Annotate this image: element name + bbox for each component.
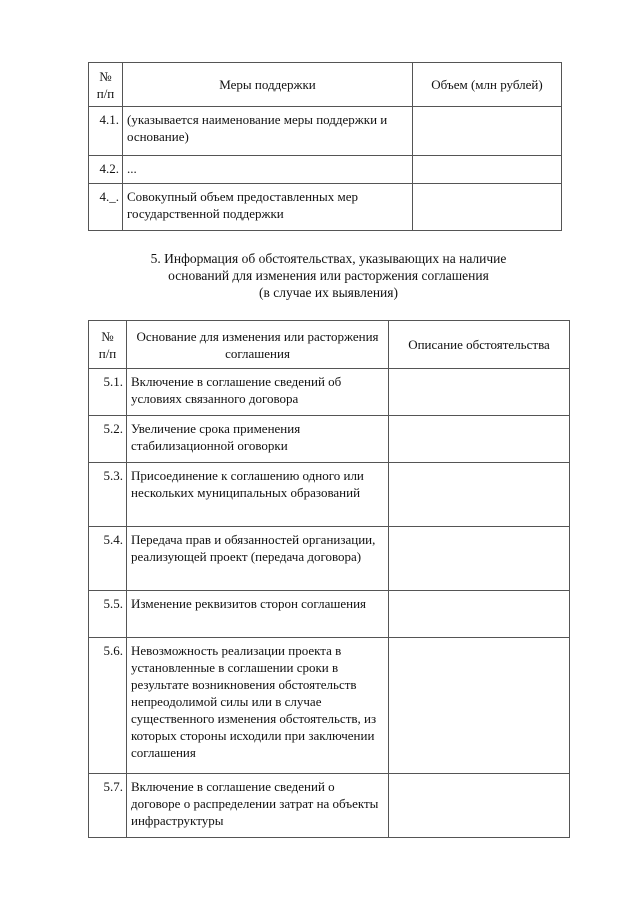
heading-line: 5. Информация об обстоятельствах, указывающих на наличие	[150, 251, 507, 266]
row-text: ...	[123, 156, 413, 184]
row-text: Включение в соглашение сведений о договоре о распределении затрат на объекты инфраструктуры	[127, 774, 389, 838]
col-header-volume: Объем (млн рублей)	[413, 63, 562, 107]
table-row	[89, 416, 570, 463]
table-row	[89, 638, 570, 774]
row-text: Совокупный объем предоставленных мер государственной поддержки	[123, 184, 413, 231]
col-header-measures: Меры поддержки	[123, 63, 413, 107]
row-value-cell	[389, 774, 570, 838]
row-number: 5.1.	[89, 369, 127, 416]
row-value-cell	[389, 591, 570, 638]
row-number: 4._.	[89, 184, 123, 231]
support-measures-table	[88, 62, 562, 231]
row-text: Увеличение срока применения стабилизационной оговорки	[127, 416, 389, 463]
col-header-number: № п/п	[89, 321, 127, 369]
col-header-number: № п/п	[89, 63, 123, 107]
row-number: 5.4.	[89, 527, 127, 591]
row-value-cell	[389, 463, 570, 527]
row-number: 5.7.	[89, 774, 127, 838]
col-header-grounds: Основание для изменения или расторжения соглашения	[127, 321, 389, 369]
table-row	[89, 107, 562, 156]
row-value-cell	[389, 369, 570, 416]
row-text: Изменение реквизитов сторон соглашения	[127, 591, 389, 638]
row-number: 5.5.	[89, 591, 127, 638]
row-text: Невозможность реализации проекта в установленные в соглашении сроки в результате возникновения обстоятельств непреодолимой силы или в случае существенного изменения обстоятельств, из которых стороны исходили при заключении соглашения	[127, 638, 389, 774]
table-header-row	[89, 321, 570, 369]
row-value-cell	[389, 416, 570, 463]
row-number: 5.2.	[89, 416, 127, 463]
row-value-cell	[389, 527, 570, 591]
col-header-description: Описание обстоятельства	[389, 321, 570, 369]
row-number: 5.6.	[89, 638, 127, 774]
table-row	[89, 463, 570, 527]
table-row	[89, 591, 570, 638]
table-row	[89, 774, 570, 838]
row-text: Присоединение к соглашению одного или нескольких муниципальных образований	[127, 463, 389, 527]
grounds-table	[88, 320, 570, 838]
row-number: 4.2.	[89, 156, 123, 184]
row-number: 5.3.	[89, 463, 127, 527]
section-5-heading	[88, 250, 569, 301]
row-value-cell	[413, 156, 562, 184]
table-row	[89, 369, 570, 416]
table-row	[89, 184, 562, 231]
table-row	[89, 527, 570, 591]
row-text: Включение в соглашение сведений об условиях связанного договора	[127, 369, 389, 416]
table-header-row	[89, 63, 562, 107]
row-text: Передача прав и обязанностей организации, реализующей проект (передача договора)	[127, 527, 389, 591]
table-row	[89, 156, 562, 184]
row-value-cell	[413, 184, 562, 231]
row-text: (указывается наименование меры поддержки и основание)	[123, 107, 413, 156]
row-value-cell	[389, 638, 570, 774]
heading-line: оснований для изменения или расторжения соглашения	[168, 268, 489, 283]
row-value-cell	[413, 107, 562, 156]
row-number: 4.1.	[89, 107, 123, 156]
heading-line: (в случае их выявления)	[259, 285, 398, 300]
